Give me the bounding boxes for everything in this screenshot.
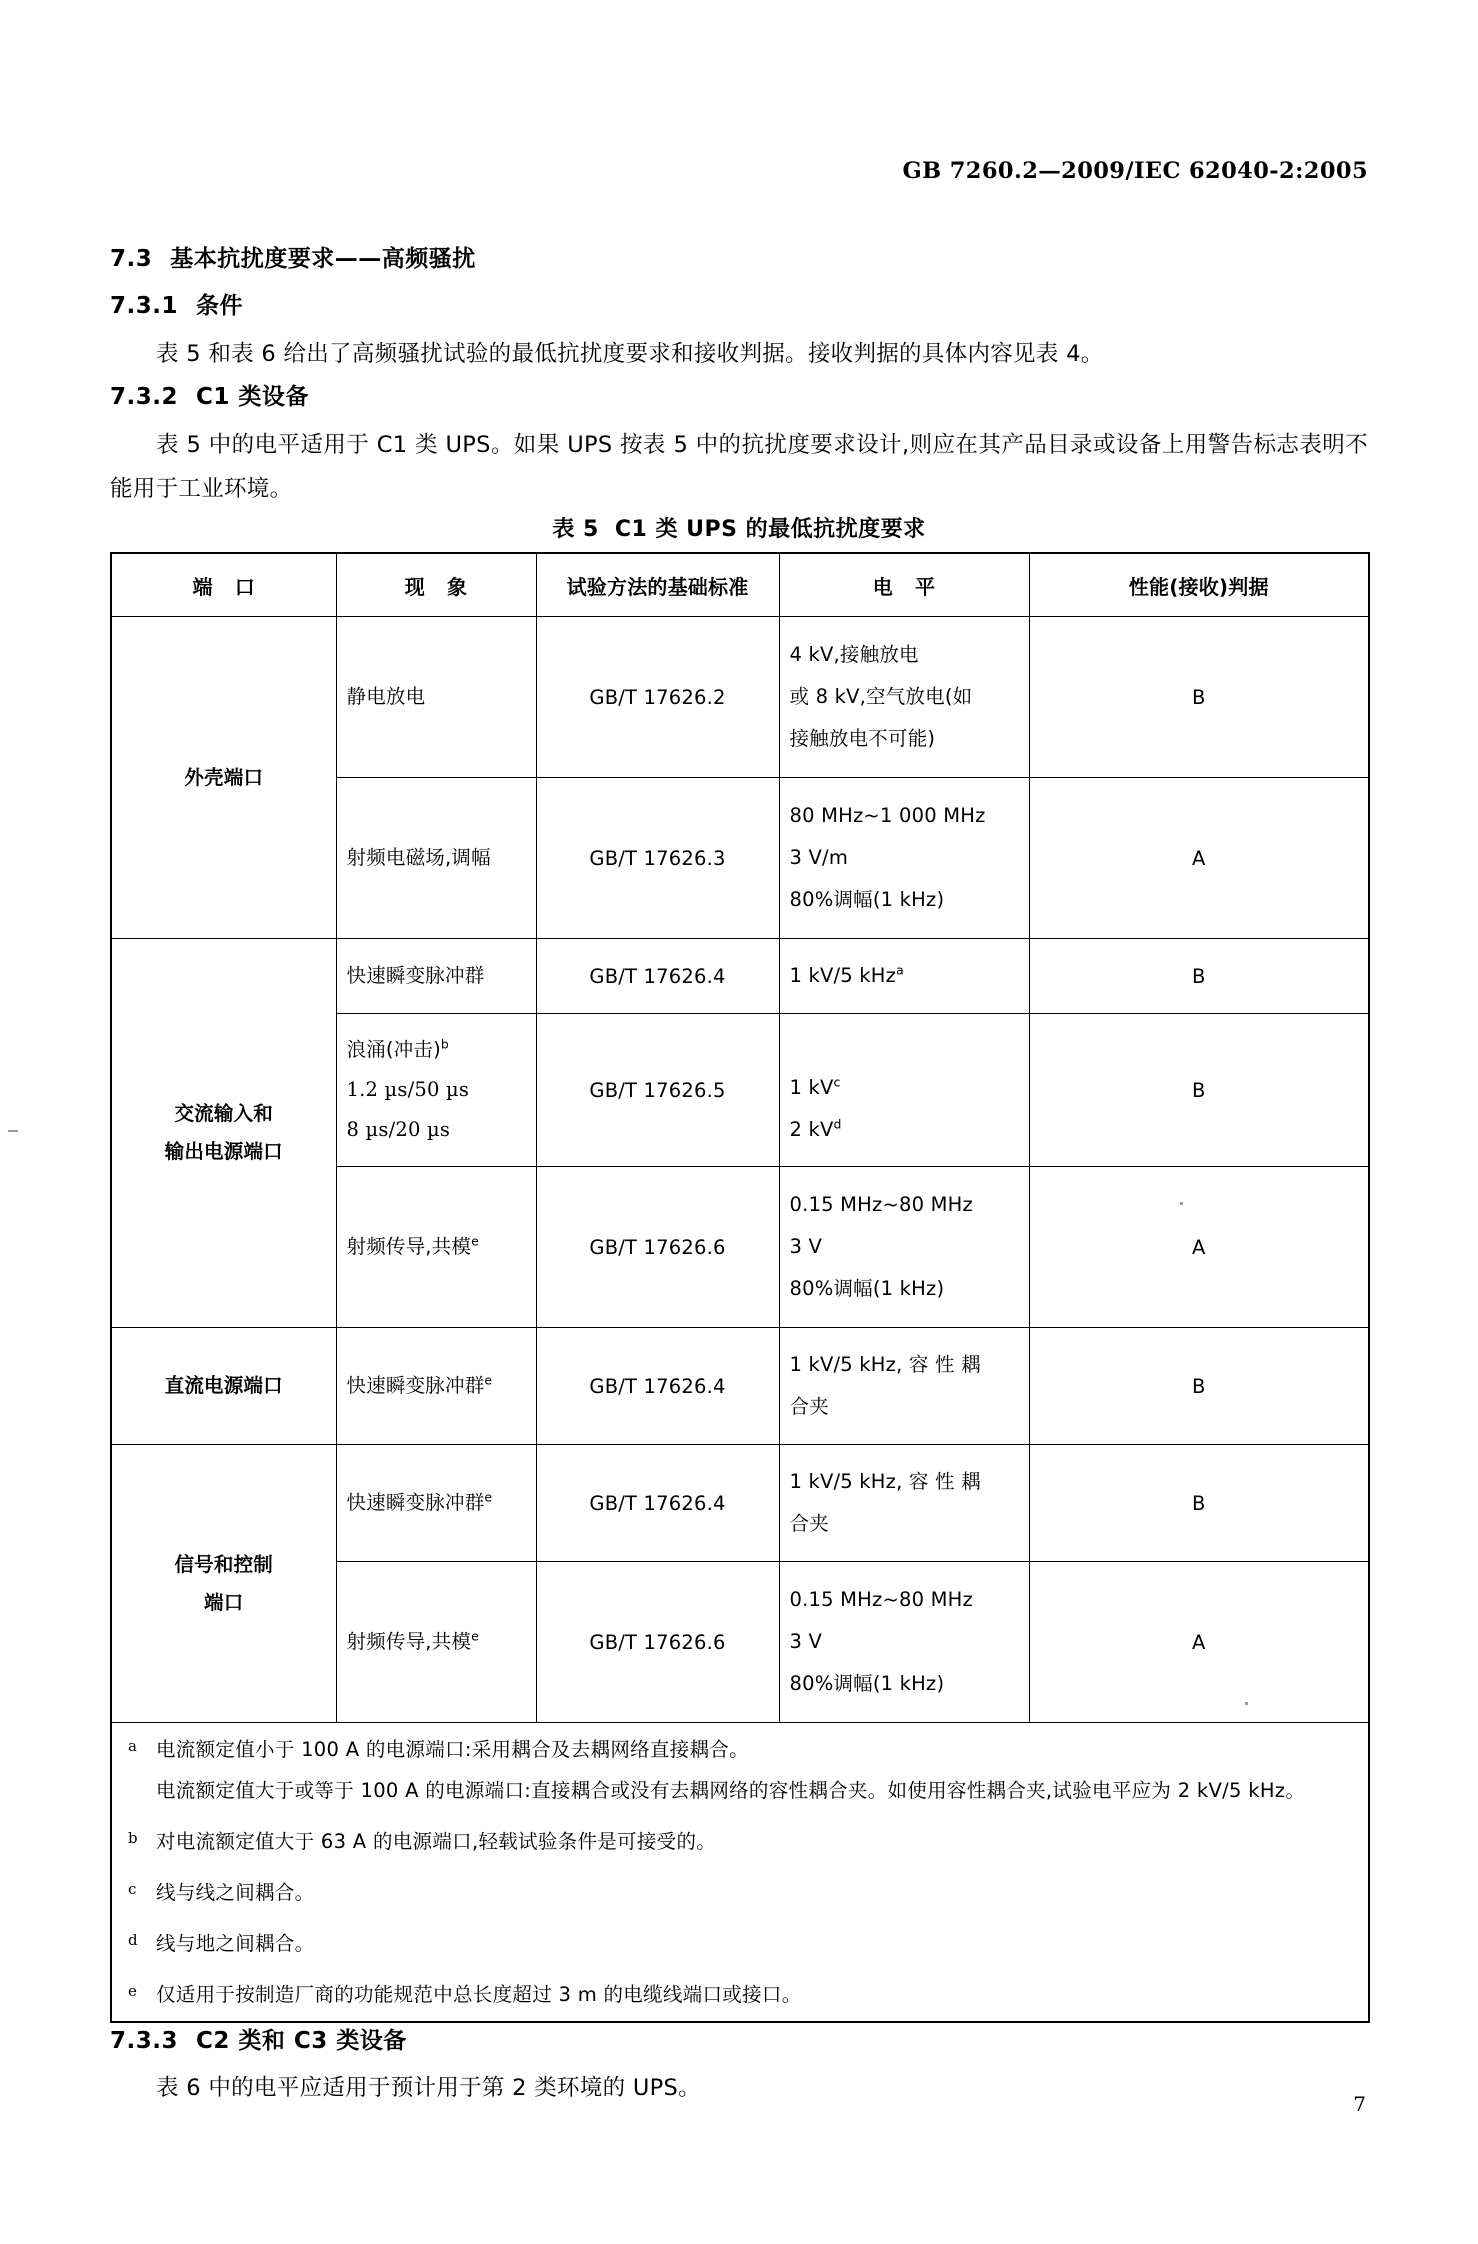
cell-level [779,778,1029,939]
footnote-mark: e [128,1982,138,2000]
port-line: 输出电源端口 [164,1140,283,1163]
footnote-mark: d [128,1931,138,1949]
cell-criteria: B [1029,1014,1369,1167]
column-header-phenomenon: 现 象 [336,553,536,617]
level-line: 1 $kV^c$ [789,1074,841,1099]
table-row [111,939,1369,1014]
cell-phenomenon: 静电放电 [336,617,536,778]
footnote-text: 电流额定值小于 100 A 的电源端口:采用耦合及去耦网络直接耦合。 [156,1738,749,1761]
footnote-d [122,1923,1358,1964]
cell-phenomenon: 射频传导,共模$^e$ [336,1562,536,1723]
phenomenon-line: 8 µs/20 µs [346,1118,451,1141]
cell-criteria: B [1029,1328,1369,1445]
level-line: 0.15 MHz~80 MHz [789,1588,973,1611]
level-line: 3 V [789,1630,823,1653]
cell-standard: GB/T 17626.4 [536,1445,779,1562]
paragraph-7-3-2-text: 表 5 中的电平适用于 C1 类 UPS。如果 UPS 按表 5 中的抗扰度要求设计,则应在其产品目录或设备上用警告标志表明不能用于工业环境。 [110,432,1368,502]
footnote-ref: e [484,1372,493,1388]
column-header-level: 电 平 [779,553,1029,617]
level-line: 80 MHz~1 000 MHz [789,804,986,827]
footnote-text: 线与线之间耦合。 [156,1881,315,1904]
cell-phenomenon: 射频电磁场,调幅 [336,778,536,939]
table-footnotes [111,1723,1369,2023]
footnote-mark: c [128,1880,137,1898]
cell-phenomenon: 射频传导,共模$^e$ [336,1167,536,1328]
footnote-ref: b [440,1036,450,1052]
cell-standard: GB/T 17626.6 [536,1562,779,1723]
cell-criteria: A [1029,778,1369,939]
footnote-ref: e [471,1233,479,1249]
table-caption-title: C1 类 UPS 的最低抗扰度要求 [614,517,926,542]
table-header-row [111,553,1369,617]
paragraph-7-3-1 [110,332,1368,376]
heading-7-3-3-title: C2 类和 C3 类设备 [196,2028,407,2054]
level-line: 1 kV/5 kHz$^a$ [789,962,904,987]
cell-level [779,1445,1029,1562]
heading-7-3-2 [110,378,1368,411]
cell-phenomenon: 快速瞬变脉冲群 [336,939,536,1014]
level-line: 80%调幅(1 kHz) [789,1277,945,1300]
heading-7-3-1-title: 条件 [196,293,243,319]
table-caption [110,512,1368,543]
footnote-ref: c [833,1074,841,1090]
column-header-standard: 试验方法的基础标准 [536,553,779,617]
heading-7-3-3 [110,2022,1368,2055]
footnote-text: 仅适用于按制造厂商的功能规范中总长度超过 3 m 的电缆线端口或接口。 [156,1983,802,2006]
cell-criteria: B [1029,617,1369,778]
cell-port [111,939,336,1328]
cell-port: 直流电源端口 [111,1328,336,1445]
cell-level [779,1167,1029,1328]
heading-7-3-2-title: C1 类设备 [196,384,309,410]
level-line: 1 kV/5 kHz, 容 性 耦 [789,1470,981,1493]
level-line: 0.15 MHz~80 MHz [789,1193,973,1216]
port-line: 端口 [204,1590,244,1614]
table-row [111,1445,1369,1562]
cell-standard: GB/T 17626.4 [536,1328,779,1445]
footnote-a [122,1729,1358,1811]
cell-criteria: B [1029,939,1369,1014]
cell-criteria: B [1029,1445,1369,1562]
level-line: 1 kV/5 kHz, 容 性 耦 [789,1353,981,1376]
footnote-mark: a [128,1737,138,1755]
heading-7-3-1 [110,287,1368,320]
footnote-ref: d [833,1116,842,1132]
level-line: 4 kV,接触放电 [789,643,919,666]
paragraph-7-3-2 [110,423,1368,511]
port-line: 信号和控制 [174,1552,273,1576]
level-line: 2 $kV^d$ [789,1116,842,1141]
scan-artifact [8,1130,18,1132]
level-line: 合夹 [789,1395,829,1418]
running-header: GB 7260.2—2009/IEC 62040-2:2005 [902,158,1368,184]
heading-7-3 [110,240,1368,273]
footnote-ref: e [471,1628,479,1644]
cell-phenomenon: 快速瞬变脉冲群$^e$ [336,1328,536,1445]
scan-artifact [1180,1202,1183,1205]
heading-7-3-1-number: 7.3.1 [110,293,178,319]
cell-level [779,1562,1029,1723]
cell-criteria: A [1029,1167,1369,1328]
column-header-port: 端 口 [111,553,336,617]
footnote-text: 线与地之间耦合。 [156,1932,315,1955]
table-5 [110,552,1368,2023]
port-line: 交流输入和 [174,1102,273,1125]
cell-criteria: A [1029,1562,1369,1723]
cell-phenomenon [336,1014,536,1167]
table-row [111,617,1369,778]
cell-standard: GB/T 17626.4 [536,939,779,1014]
level-line: 80%调幅(1 kHz) [789,1672,945,1695]
paragraph-7-3-3 [110,2066,1368,2110]
table-row [111,1328,1369,1445]
footnote-continuation: 电流额定值大于或等于 100 A 的电源端口:直接耦合或没有去耦网络的容性耦合夹。如使用容性耦合夹,试验电平应为 2 kV/5 kHz。 [156,1779,1306,1802]
column-header-criteria: 性能(接收)判据 [1029,553,1369,617]
footnote-text: 对电流额定值大于 63 A 的电源端口,轻载试验条件是可接受的。 [156,1830,717,1853]
level-line: 接触放电不可能) [789,727,936,750]
level-line: 3 V/m [789,846,849,869]
cell-phenomenon: 快速瞬变脉冲群$^e$ [336,1445,536,1562]
cell-port: 外壳端口 [111,617,336,939]
level-line: 80%调幅(1 kHz) [789,888,945,911]
footnote-e [122,1974,1358,2015]
level-line: 3 V [789,1235,823,1258]
cell-standard: GB/T 17626.2 [536,617,779,778]
footnote-c [122,1872,1358,1913]
cell-level [779,617,1029,778]
paragraph-7-3-1-text: 表 5 和表 6 给出了高频骚扰试验的最低抗扰度要求和接收判据。接收判据的具体内容见表 4。 [156,341,1104,367]
heading-7-3-title: 基本抗扰度要求——高频骚扰 [170,246,476,272]
page-number: 7 [1353,2092,1366,2116]
paragraph-7-3-3-text: 表 6 中的电平应适用于预计用于第 2 类环境的 UPS。 [156,2075,701,2101]
cell-standard: GB/T 17626.5 [536,1014,779,1167]
phenomenon-line: 1.2 µs/50 µs [346,1078,470,1101]
heading-7-3-3-number: 7.3.3 [110,2028,178,2054]
footnote-ref: e [484,1489,493,1505]
cell-level [779,939,1029,1014]
table-caption-label: 表 5 [552,517,599,542]
cell-standard: GB/T 17626.6 [536,1167,779,1328]
footnote-mark: b [128,1829,138,1847]
heading-7-3-number: 7.3 [110,246,153,272]
level-line: 合夹 [789,1512,829,1535]
scan-artifact [1245,1702,1248,1705]
level-line: 或 8 kV,空气放电(如 [789,685,973,708]
table-footnotes-row [111,1723,1369,2023]
phenomenon-line: 浪涌(冲击)$^b$ [346,1036,450,1061]
cell-level [779,1328,1029,1445]
cell-port [111,1445,336,1723]
cell-standard: GB/T 17626.3 [536,778,779,939]
footnote-ref: a [896,962,904,978]
cell-level [779,1014,1029,1167]
heading-7-3-2-number: 7.3.2 [110,384,178,410]
footnote-b [122,1821,1358,1862]
